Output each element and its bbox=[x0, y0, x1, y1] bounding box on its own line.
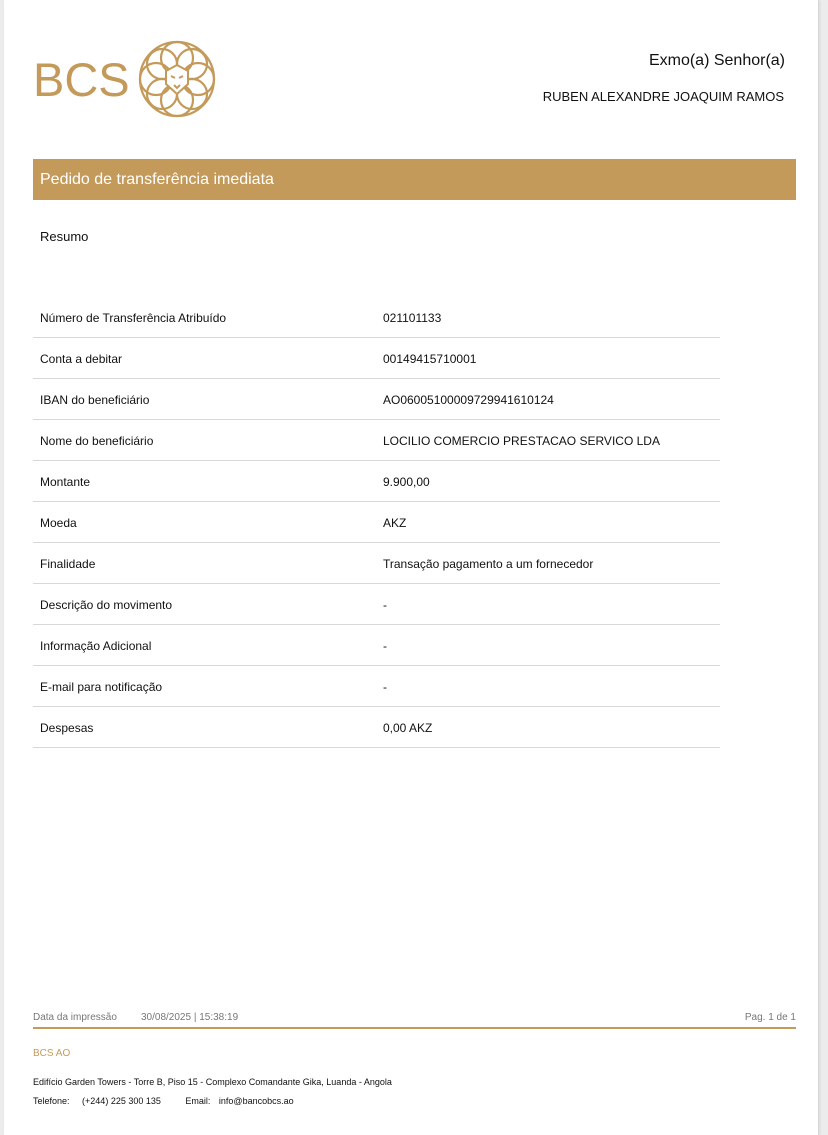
detail-row-transfer-number bbox=[33, 297, 720, 338]
detail-value: 9.900,00 bbox=[383, 475, 430, 489]
detail-row-iban bbox=[33, 379, 720, 420]
phone-number: (+244) 225 300 135 bbox=[82, 1096, 161, 1106]
company-contacts bbox=[33, 1096, 294, 1106]
page-number: Pag. 1 de 1 bbox=[744, 1012, 796, 1023]
document-title: Pedido de transferência imediata bbox=[40, 170, 274, 188]
detail-value: LOCILIO COMERCIO PRESTACAO SERVICO LDA bbox=[383, 434, 660, 448]
detail-value: AO06005100009729941610124 bbox=[383, 393, 554, 407]
email-label: Email: bbox=[185, 1096, 211, 1106]
detail-label: IBAN do beneficiário bbox=[40, 393, 150, 407]
print-date-label: Data da impressão bbox=[33, 1012, 117, 1023]
detail-label: Moeda bbox=[40, 516, 77, 530]
title-bar bbox=[33, 159, 796, 200]
footer-meta bbox=[33, 1012, 796, 1029]
detail-value: 00149415710001 bbox=[383, 352, 477, 366]
detail-label: Informação Adicional bbox=[40, 639, 152, 653]
detail-row-amount bbox=[33, 461, 720, 502]
greeting: Exmo(a) Senhor(a) bbox=[648, 52, 785, 69]
detail-value: - bbox=[383, 598, 387, 612]
detail-row-additional-info bbox=[33, 625, 720, 666]
detail-row-currency bbox=[33, 502, 720, 543]
detail-label: Despesas bbox=[40, 721, 94, 735]
logo-text: BCS bbox=[33, 52, 130, 106]
detail-label: Montante bbox=[40, 475, 91, 489]
detail-row-debit-account bbox=[33, 338, 720, 379]
detail-row-expenses bbox=[33, 707, 720, 748]
lion-emblem-icon bbox=[136, 38, 218, 120]
detail-row-beneficiary-name bbox=[33, 420, 720, 461]
detail-row-description bbox=[33, 584, 720, 625]
bank-logo bbox=[33, 38, 218, 120]
detail-value: - bbox=[383, 639, 387, 653]
recipient-name: RUBEN ALEXANDRE JOAQUIM RAMOS bbox=[542, 89, 784, 104]
detail-label: E-mail para notificação bbox=[40, 680, 163, 694]
details-table bbox=[33, 297, 720, 748]
document-page bbox=[4, 0, 819, 1135]
phone-label: Telefone: bbox=[33, 1096, 70, 1106]
detail-value: - bbox=[383, 680, 387, 694]
detail-row-purpose bbox=[33, 543, 720, 584]
detail-label: Número de Transferência Atribuído bbox=[40, 311, 227, 325]
summary-label: Resumo bbox=[40, 229, 89, 244]
company-address: Edifício Garden Towers - Torre B, Piso 15 - Complexo Comandante Gika, Luanda - Angola bbox=[33, 1077, 392, 1087]
detail-label: Finalidade bbox=[40, 557, 96, 571]
print-date: 30/08/2025 | 15:38:19 bbox=[141, 1012, 239, 1023]
detail-value: 0,00 AKZ bbox=[383, 721, 433, 735]
detail-row-notification-email bbox=[33, 666, 720, 707]
email-address: info@bancobcs.ao bbox=[218, 1096, 294, 1106]
detail-label: Descrição do movimento bbox=[40, 598, 173, 612]
detail-label: Nome do beneficiário bbox=[40, 434, 154, 448]
detail-label: Conta a debitar bbox=[40, 352, 123, 366]
detail-value: 021101133 bbox=[383, 311, 442, 325]
detail-value: AKZ bbox=[383, 516, 407, 530]
detail-value: Transação pagamento a um fornecedor bbox=[383, 557, 594, 571]
company-name: BCS AO bbox=[33, 1048, 71, 1059]
